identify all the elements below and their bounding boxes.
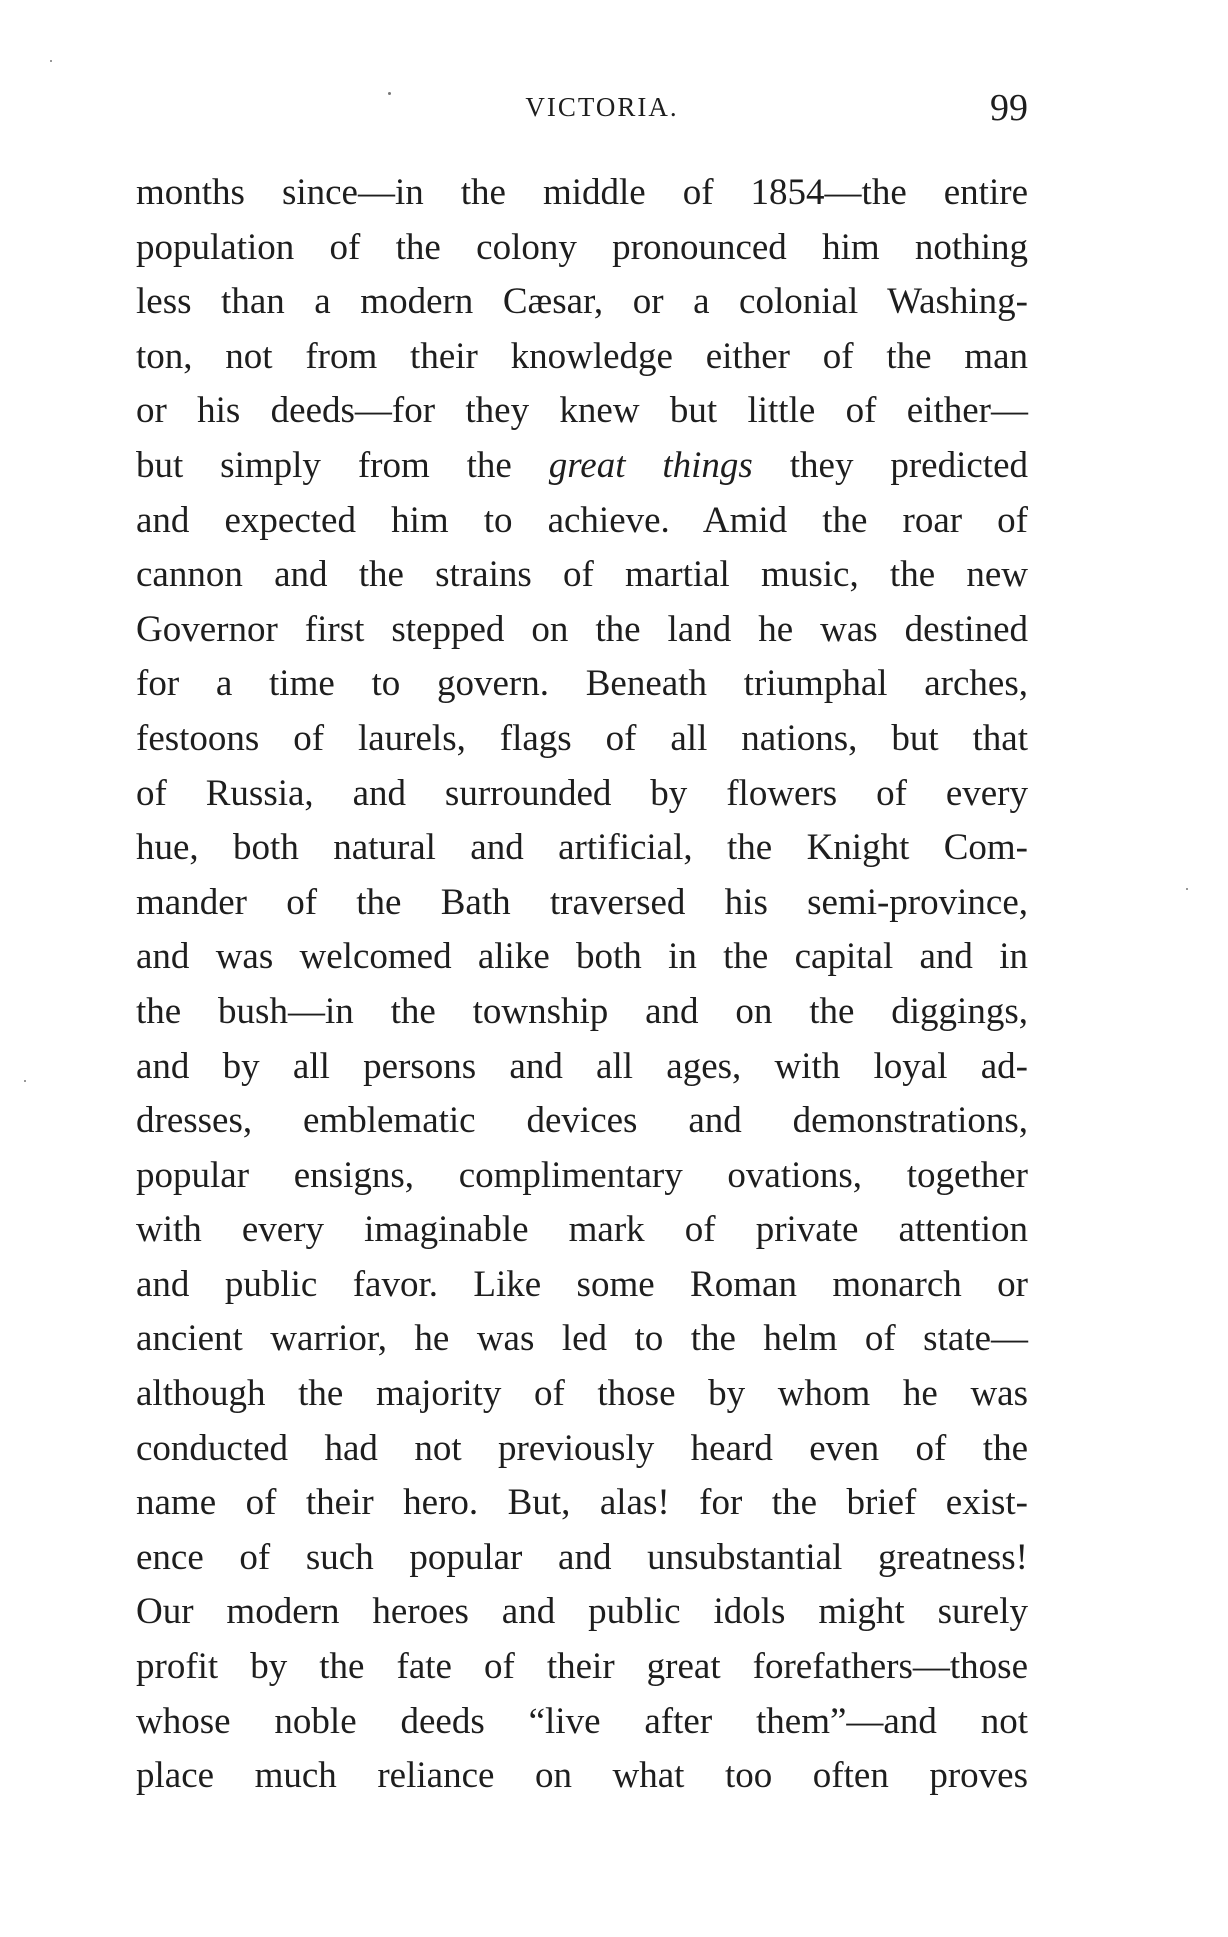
text-line: of Russia, and surrounded by flowers of every xyxy=(136,772,1028,814)
text-line: population of the colony pronounced him nothing xyxy=(136,226,1028,268)
text-line: ancient warrior, he was led to the helm of state— xyxy=(136,1318,1028,1360)
text-line: ence of such popular and unsubstantial greatness! xyxy=(136,1536,1028,1578)
text-line: or his deeds—for they knew but little of either— xyxy=(136,390,1028,432)
text-line: cannon and the strains of martial music, the new xyxy=(136,554,1028,596)
text-line: and public favor. Like some Roman monarch or xyxy=(136,1263,1028,1305)
text-line: place much reliance on what too often proves xyxy=(136,1755,1028,1797)
text-line: whose noble deeds “live after them”—and not xyxy=(136,1700,1028,1742)
text-line: and by all persons and all ages, with loyal ad- xyxy=(136,1045,1028,1087)
text-line: for a time to govern. Beneath triumphal arches, xyxy=(136,663,1028,705)
text-line: name of their hero. But, alas! for the brief exist- xyxy=(136,1482,1028,1524)
text-line: conducted had not previously heard even of the xyxy=(136,1427,1028,1469)
running-head xyxy=(136,86,1028,129)
text-line: and was welcomed alike both in the capital and in xyxy=(136,936,1028,978)
text-line: dresses, emblematic devices and demonstrations, xyxy=(136,1100,1028,1142)
text-line: mander of the Bath traversed his semi-province, xyxy=(136,881,1028,923)
print-speck xyxy=(388,92,391,95)
text-line: hue, both natural and artificial, the Knight Com- xyxy=(136,827,1028,869)
page-number: 99 xyxy=(990,87,1028,129)
text-line: ton, not from their knowledge either of the man xyxy=(136,335,1028,377)
text-line: less than a modern Cæsar, or a colonial Washing- xyxy=(136,281,1028,323)
body-text xyxy=(136,166,1028,1804)
text-line-with-italic xyxy=(136,439,1028,494)
text-line: the bush—in the township and on the diggings, xyxy=(136,990,1028,1032)
italic-phrase: great things xyxy=(548,444,753,486)
text-line: Governor first stepped on the land he was destined xyxy=(136,608,1028,650)
print-speck xyxy=(24,1080,26,1082)
text-line: Our modern heroes and public idols might surely xyxy=(136,1591,1028,1633)
text-line: with every imaginable mark of private attention xyxy=(136,1209,1028,1251)
text-line: months since—in the middle of 1854—the entire xyxy=(136,172,1028,213)
text-line: festoons of laurels, flags of all nations, but that xyxy=(136,717,1028,759)
text-line: although the majority of those by whom he was xyxy=(136,1373,1028,1415)
text-line: popular ensigns, complimentary ovations, together xyxy=(136,1154,1028,1196)
running-title: VICTORIA. xyxy=(525,92,679,122)
text-segment: but simply from the xyxy=(136,444,549,486)
text-line: and expected him to achieve. Amid the roar of xyxy=(136,499,1028,541)
print-speck xyxy=(1186,888,1188,890)
print-speck xyxy=(50,60,52,62)
text-segment: they predicted xyxy=(752,444,1028,486)
text-line: profit by the fate of their great forefathers—those xyxy=(136,1646,1028,1688)
